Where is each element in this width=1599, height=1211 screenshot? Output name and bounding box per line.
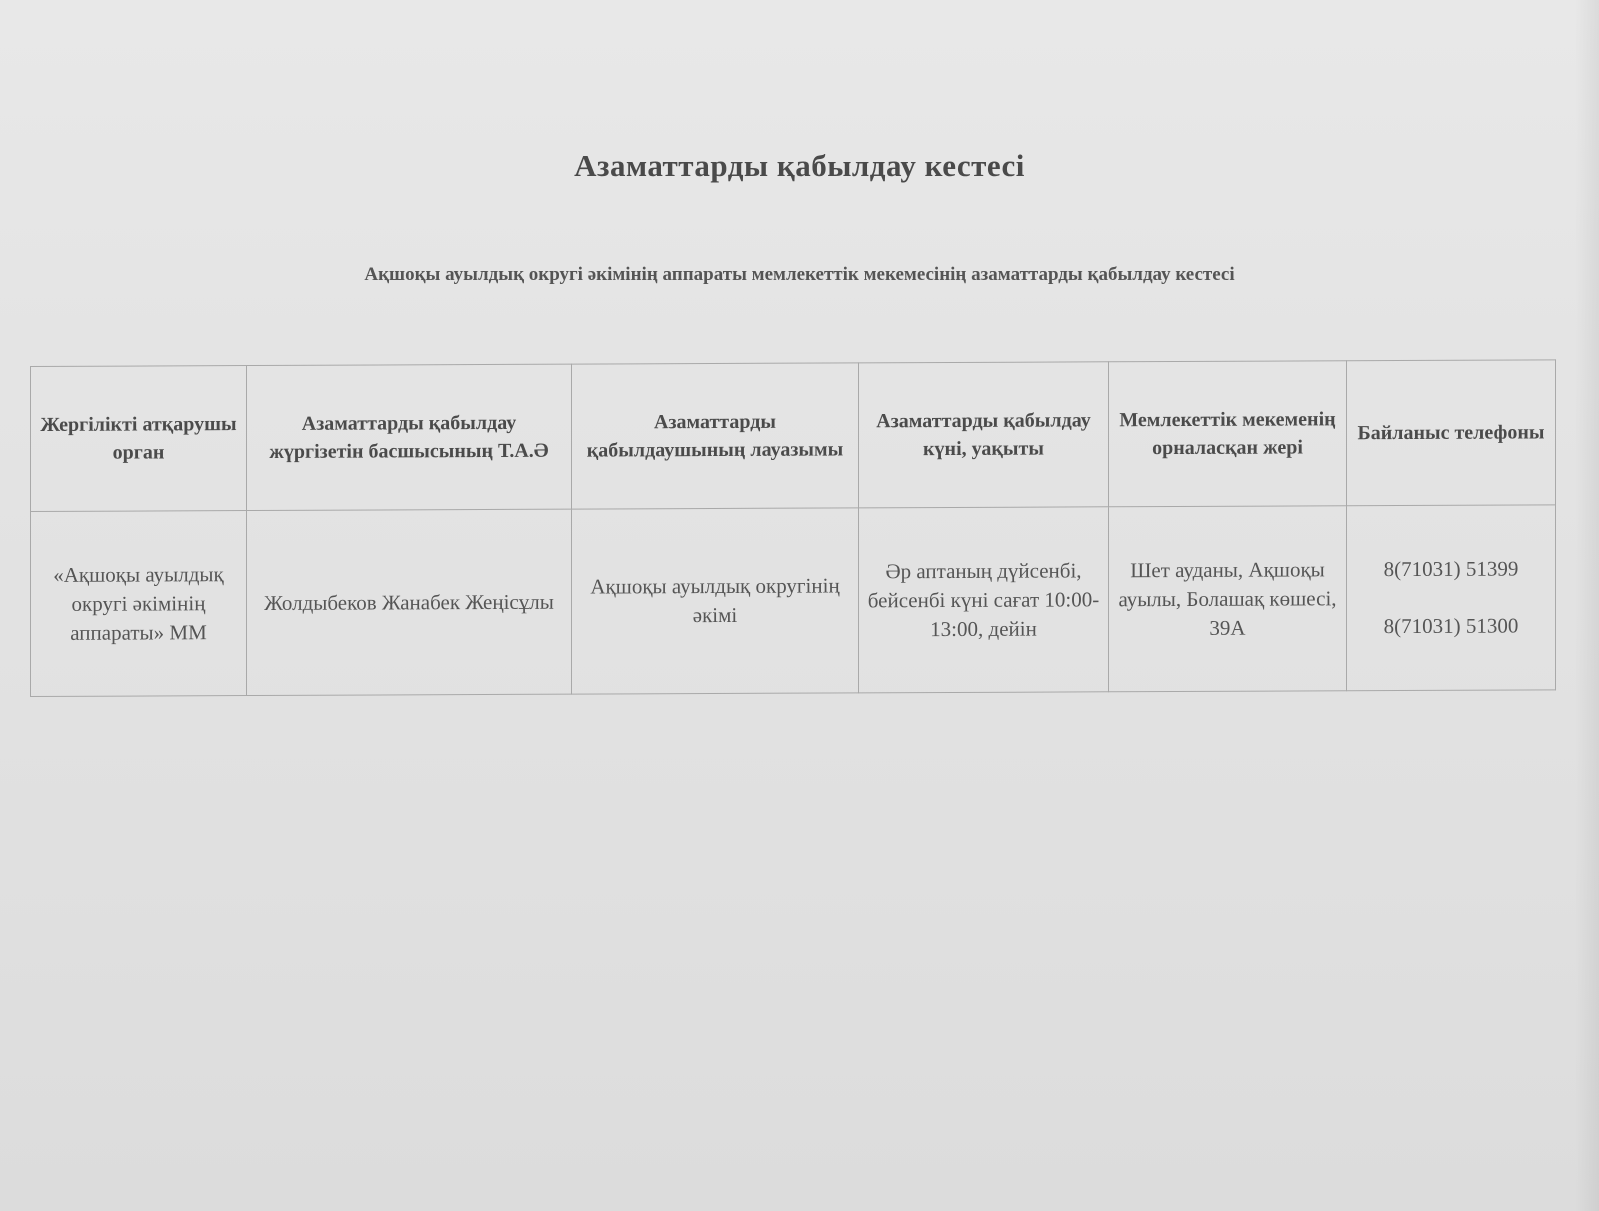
phone-number-1: 8(71031) 51399 — [1383, 556, 1519, 582]
cell-reception-time: Әр аптаның дүйсенбі, бейсенбі күні сағат 10:00- 13:00, дейін — [859, 507, 1109, 693]
header-position: Азаматтарды қабылдаушының лауазымы — [572, 363, 859, 509]
cell-phone — [1347, 505, 1556, 691]
document-subtitle: Ақшоқы ауылдық округі әкімінің аппараты мемлекеттік мекемесінің азаматтарды қабылдау кестесі — [364, 264, 1235, 285]
header-location: Мемлекеттік мекеменің орналасқан жері — [1109, 361, 1347, 507]
cell-position: Ақшоқы ауылдық округінің әкімі — [572, 508, 859, 694]
phone-spacer — [1353, 583, 1549, 612]
reception-schedule-table — [30, 359, 1556, 697]
header-head-name: Азаматтарды қабылдау жүргізетін басшысының Т.А.Ә — [247, 364, 572, 510]
cell-head-name: Жолдыбеков Жанабек Жеңісұлы — [247, 509, 572, 695]
document-title: Азаматтарды қабылдау кестесі — [574, 148, 1025, 183]
cell-location: Шет ауданы, Ақшоқы ауылы, Болашақ көшесі, 39А — [1109, 506, 1347, 692]
header-reception-time: Азаматтарды қабылдау күні, уақыты — [859, 362, 1109, 508]
phone-number-2: 8(71031) 51300 — [1383, 613, 1519, 639]
table-header-row — [31, 360, 1556, 512]
header-phone: Байланыс телефоны — [1347, 360, 1556, 506]
cell-executive-body: «Ақшоқы ауылдық округі әкімінің аппараты» ММ — [31, 511, 247, 697]
table-row — [31, 505, 1556, 697]
header-executive-body: Жергілікті атқарушы орган — [31, 366, 247, 512]
